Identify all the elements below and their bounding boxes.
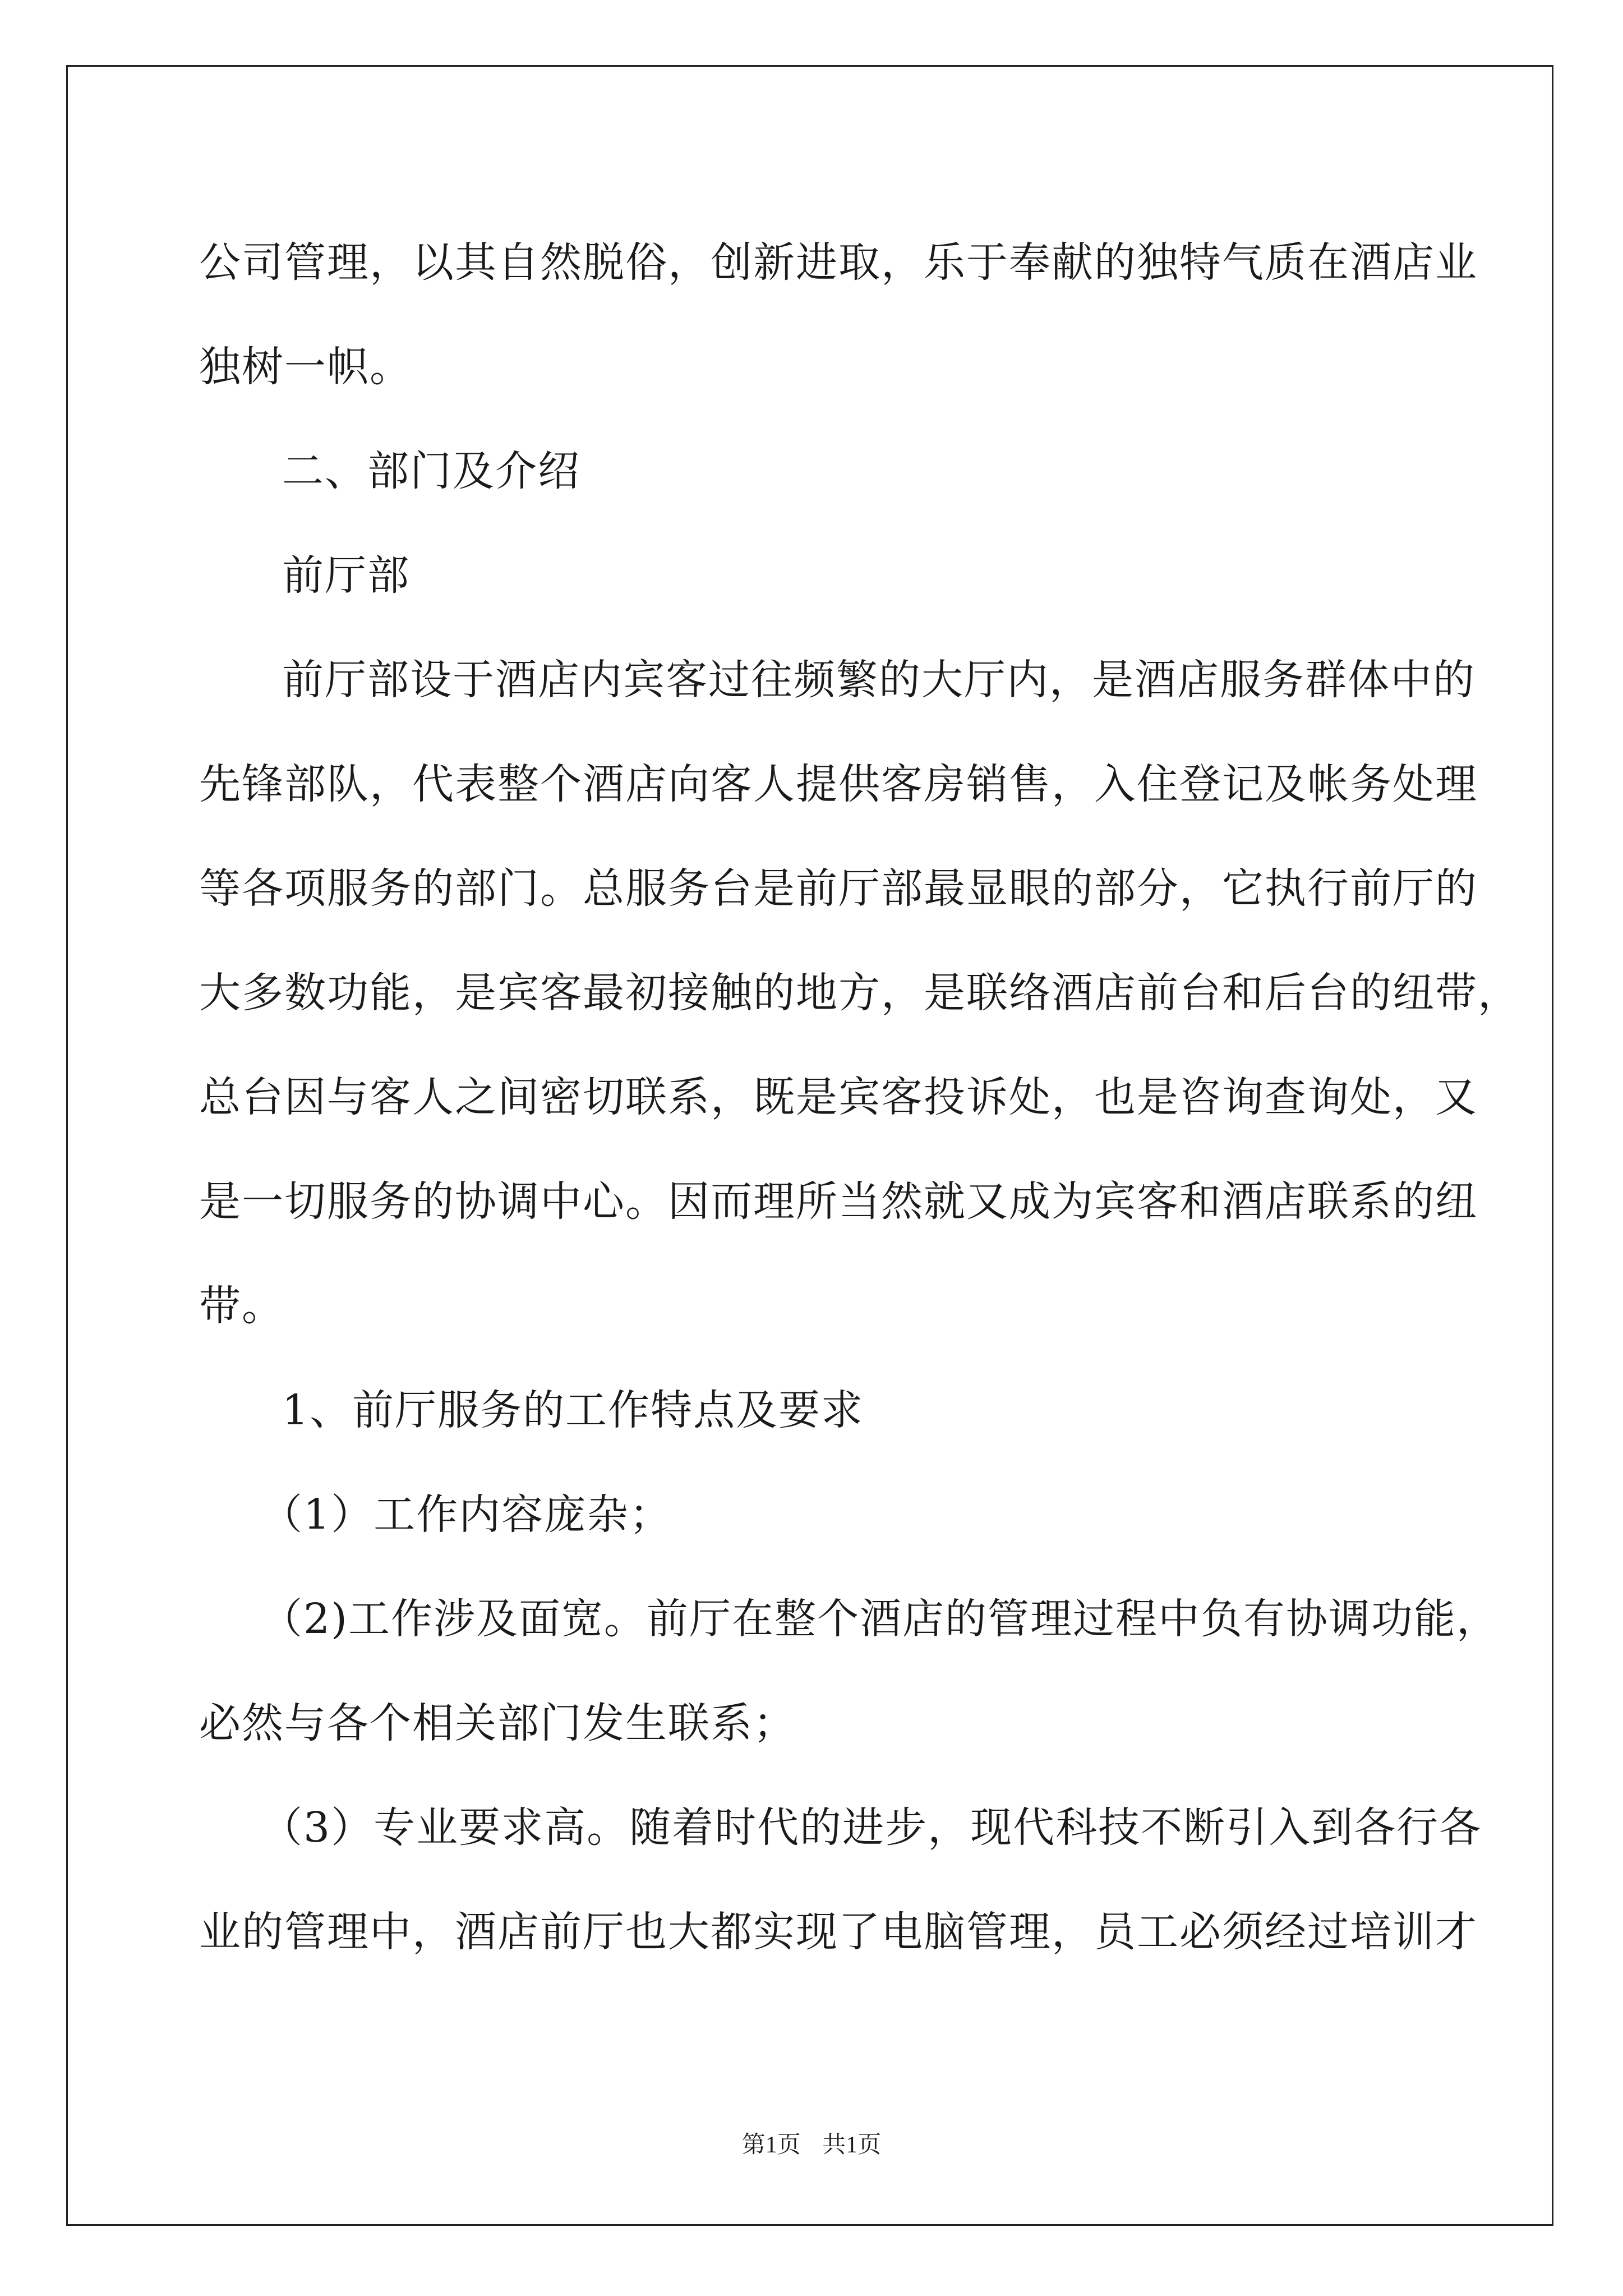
subsection-heading: 前厅部 xyxy=(282,551,410,600)
list-item: （3）专业要求高。随着时代的进步，现代科技不断引入到各行各 xyxy=(261,1803,1482,1852)
page-footer xyxy=(0,2126,1623,2160)
text-line: 等各项服务的部门。总服务台是前厅部最显眼的部分，它执行前厅的 xyxy=(199,864,1478,913)
text-line: 先锋部队，代表整个酒店向客人提供客房销售，入住登记及帐务处理 xyxy=(199,760,1478,808)
section-heading: 二、部门及介绍 xyxy=(282,447,580,495)
document-body xyxy=(199,210,1520,1984)
text-line: 必然与各个相关部门发生联系； xyxy=(199,1699,796,1747)
text-line: 带。 xyxy=(199,1282,284,1330)
page-total: 共1页 xyxy=(822,2132,882,2158)
page-number: 第1页 xyxy=(741,2132,801,2158)
text-line: 前厅部设于酒店内宾客过往频繁的大厅内，是酒店服务群体中的 xyxy=(282,656,1476,704)
subsection-heading: 1、前厅服务的工作特点及要求 xyxy=(282,1386,864,1434)
list-item: （2)工作涉及面宽。前厅在整个酒店的管理过程中负有协调功能， xyxy=(261,1595,1499,1643)
text-line: 公司管理，以其自然脱俗，创新进取，乐于奉献的独特气质在酒店业 xyxy=(199,238,1478,287)
text-line: 总台因与客人之间密切联系，既是宾客投诉处，也是咨询查询处，又 xyxy=(199,1073,1478,1121)
text-line: 独树一帜。 xyxy=(199,343,412,391)
text-line: 大多数功能，是宾客最初接触的地方，是联络酒店前台和后台的纽带， xyxy=(199,969,1520,1017)
list-item: （1）工作内容庞杂； xyxy=(261,1490,672,1539)
text-line: 业的管理中，酒店前厅也大都实现了电脑管理，员工必须经过培训才 xyxy=(199,1908,1478,1956)
text-line: 是一切服务的协调中心。因而理所当然就又成为宾客和酒店联系的纽 xyxy=(199,1177,1478,1226)
